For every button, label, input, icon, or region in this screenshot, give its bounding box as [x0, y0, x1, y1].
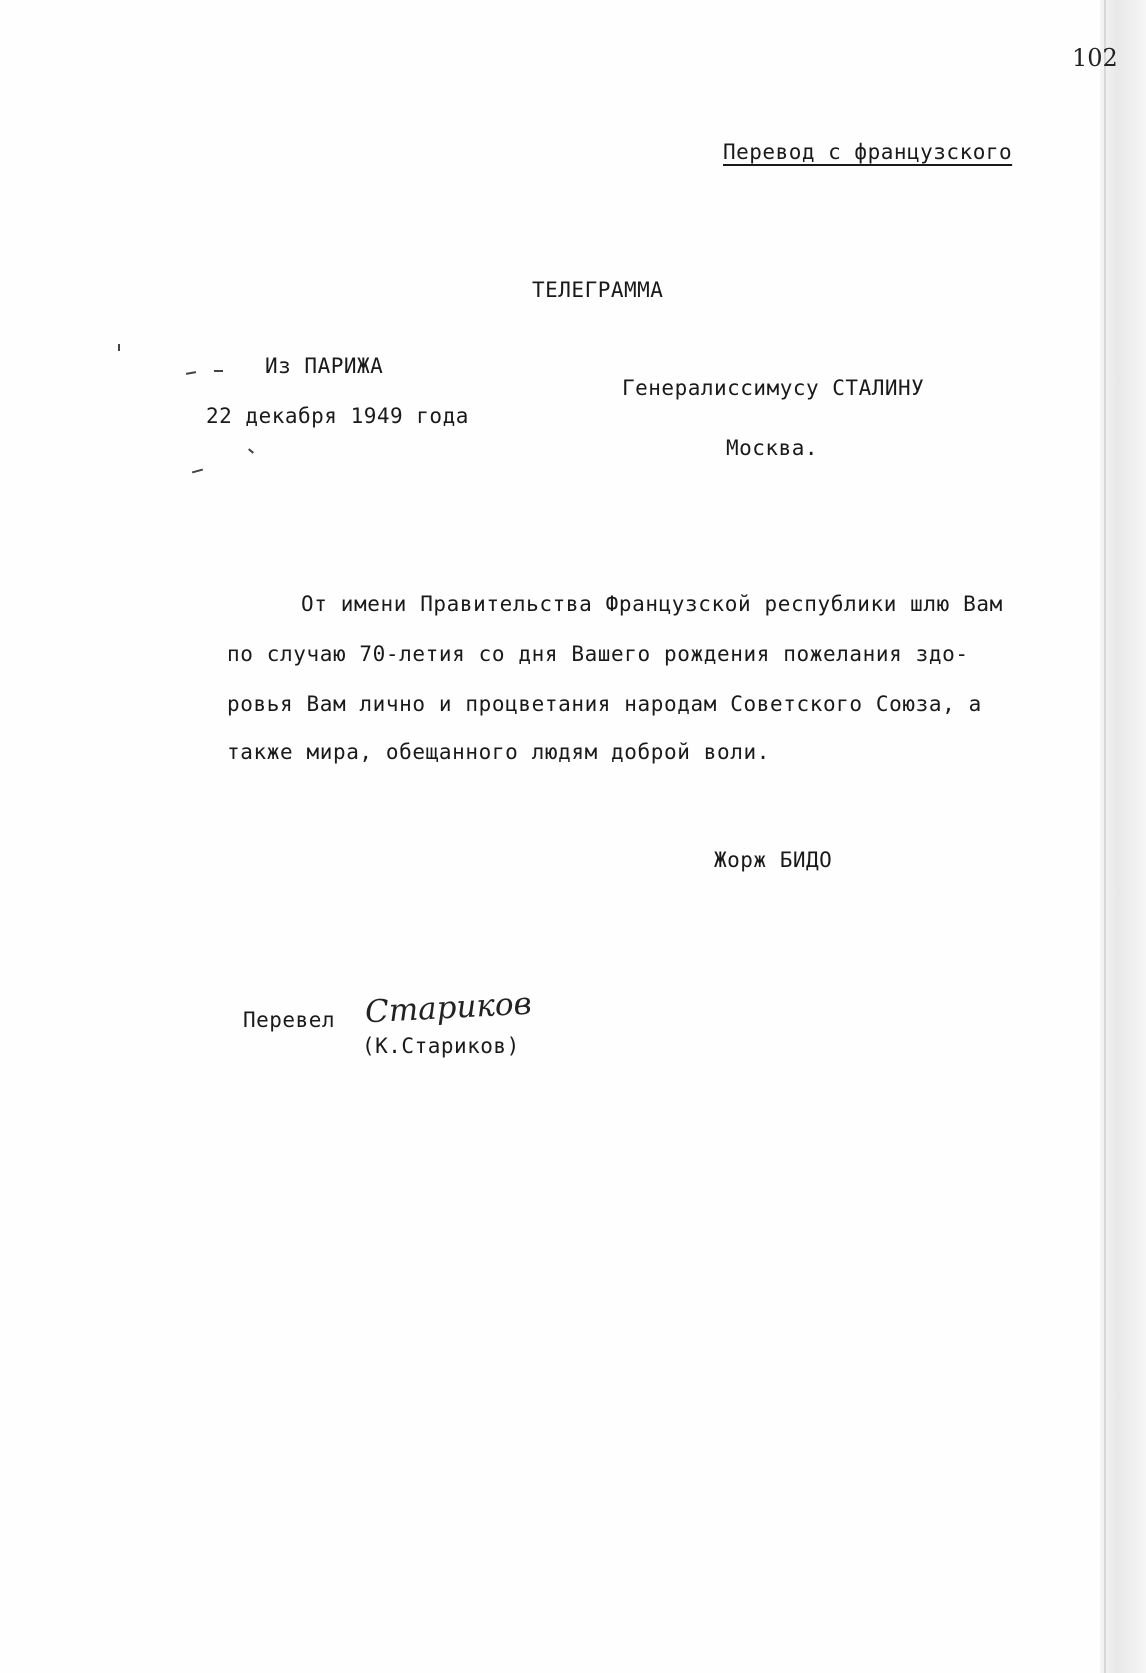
scan-mark — [248, 448, 254, 453]
header-note: Перевод с французского — [723, 140, 1013, 164]
body-line-4: также мира, обещанного людям доброй воли. — [227, 740, 770, 764]
translator-name: (К.Стариков) — [362, 1034, 520, 1058]
scan-edge-line — [1104, 0, 1106, 1673]
origin-date: 22 декабря 1949 года — [206, 404, 469, 428]
translator-label: Перевел — [243, 1008, 336, 1032]
recipient-name: Генералиссимусу СТАЛИНУ — [622, 376, 925, 400]
body-line-1: От имени Правительства Французской республики шлю Вам — [301, 592, 1003, 616]
sender-signature: Жорж БИДО — [714, 848, 833, 872]
recipient-city: Москва. — [726, 436, 819, 460]
scan-mark — [214, 370, 223, 372]
scan-mark — [186, 371, 196, 375]
body-line-2: по случаю 70-летия со дня Вашего рождения пожелания здо- — [227, 642, 969, 666]
scan-mark — [192, 469, 203, 474]
origin-place: Из ПАРИЖА — [265, 354, 384, 378]
document-type: ТЕЛЕГРАММА — [532, 278, 664, 302]
scan-edge — [1100, 0, 1146, 1673]
page-number: 102 — [1072, 44, 1118, 72]
translator-handwritten-signature: Стариков — [364, 985, 533, 1031]
scan-mark — [118, 344, 120, 351]
body-line-3: ровья Вам лично и процветания народам Советского Союза, а — [227, 692, 982, 716]
